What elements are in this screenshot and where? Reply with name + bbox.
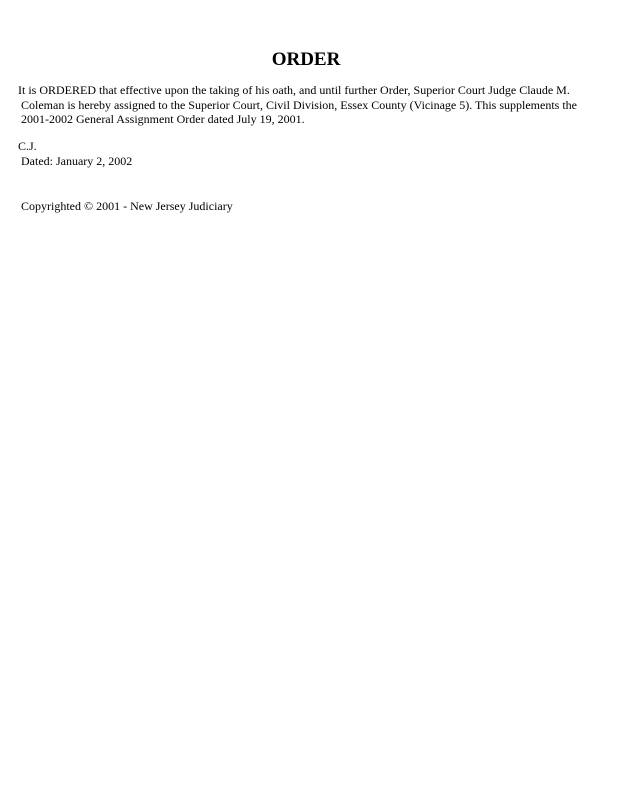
order-body-line-3: 2001-2002 General Assignment Order dated July 19, 2001.: [21, 112, 305, 126]
order-body: [18, 83, 608, 127]
signer-initials: C.J.: [18, 139, 37, 153]
order-body-line-2: Coleman is hereby assigned to the Superior Court, Civil Division, Essex County (Vicinage 5). This supplements the: [21, 97, 577, 112]
signature-block: [18, 139, 132, 168]
page-title: ORDER: [271, 49, 341, 70]
order-body-line-1: It is ORDERED that effective upon the taking of his oath, and until further Order, Superior Court Judge Claude M.: [18, 83, 570, 97]
copyright-notice: Copyrighted © 2001 - New Jersey Judiciary: [21, 199, 233, 213]
dated-line: Dated: January 2, 2002: [21, 153, 133, 168]
